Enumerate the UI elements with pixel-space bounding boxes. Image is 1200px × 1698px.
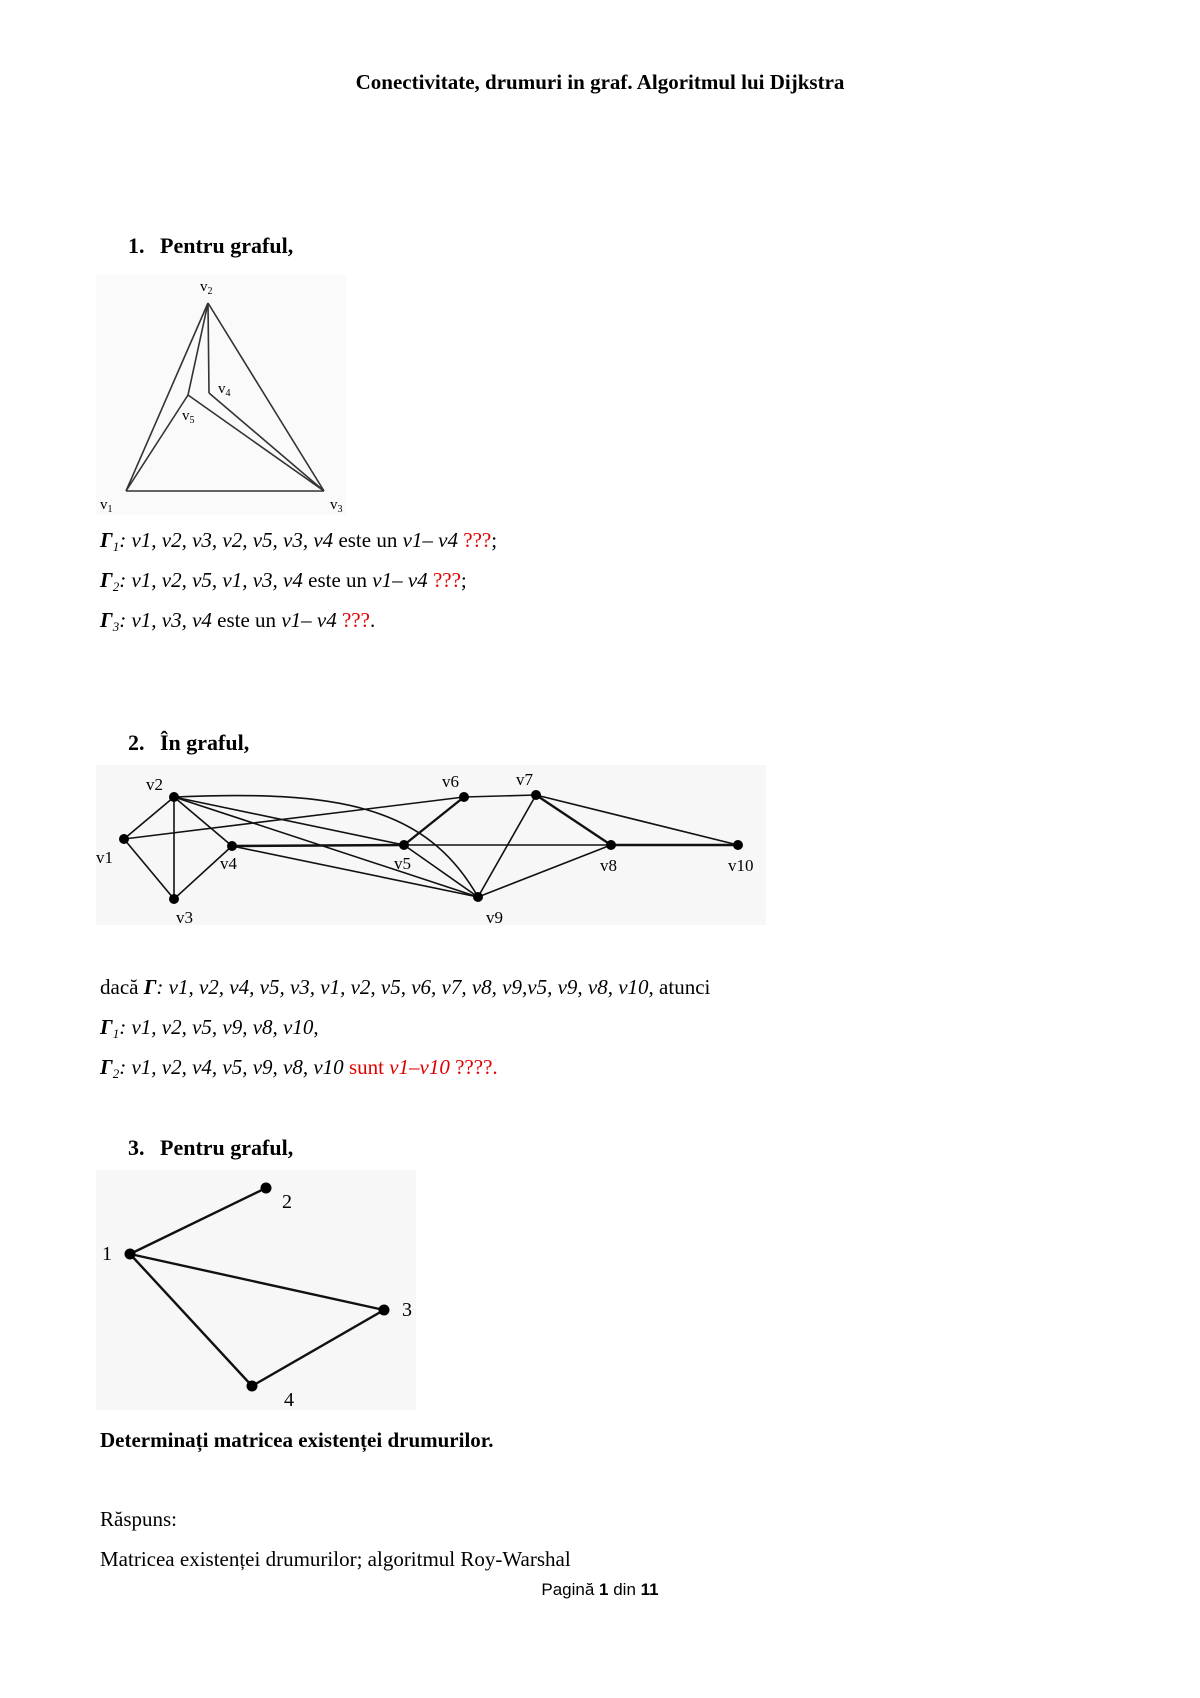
section-1-line-2: $\Gamma_2$: v1, v2, v5, v1, v3, v4 este un v1– v4 ???; bbox=[100, 568, 467, 594]
section-3-number: 3. bbox=[128, 1135, 145, 1160]
page-footer: Pagină 1 din 11 bbox=[541, 1580, 659, 1599]
graph2-label-v5: v5 bbox=[394, 854, 411, 873]
section-2-line-1: $\Gamma_1$: v1, v2, v5, v9, v8, v10, bbox=[100, 1015, 319, 1041]
answer-text: Matricea existenței drumurilor; algoritmul Roy-Warshal bbox=[100, 1547, 571, 1571]
graph3-label-4: 4 bbox=[284, 1389, 294, 1410]
graph-1-diagram bbox=[96, 275, 346, 515]
graph1-label-v2: $v_2$ bbox=[200, 279, 213, 297]
graph3-label-1: 1 bbox=[102, 1243, 112, 1265]
graph1-label-v3: $v_3$ bbox=[330, 497, 343, 515]
section-2-condition: dacă Γ: v1, v2, v4, v5, v3, v1, v2, v5, v6, v7, v8, v9,v5, v9, v8, v10, atunci bbox=[100, 975, 711, 999]
section-2-number: 2. bbox=[128, 730, 145, 755]
graph1-label-v4: $v_4$ bbox=[218, 381, 231, 399]
graph2-label-v6: v6 bbox=[442, 772, 459, 791]
graph2-label-v9: v9 bbox=[486, 908, 503, 925]
graph2-label-v3: v3 bbox=[176, 908, 193, 925]
graph2-label-v4: v4 bbox=[220, 854, 237, 873]
section-2-heading: În graful, bbox=[160, 730, 250, 755]
graph-3-diagram bbox=[96, 1170, 416, 1410]
graph-2-diagram bbox=[96, 765, 766, 925]
edge-v2-v4 bbox=[208, 303, 209, 393]
graph3-label-2: 2 bbox=[282, 1191, 292, 1213]
graph2-label-v2: v2 bbox=[146, 775, 163, 794]
document-title: Conectivitate, drumuri in graf. Algoritmul lui Dijkstra bbox=[355, 70, 845, 94]
graph2-label-v7: v7 bbox=[516, 770, 533, 789]
section-1-heading: Pentru graful, bbox=[160, 233, 294, 258]
graph2-label-v8: v8 bbox=[600, 856, 617, 875]
section-1-line-1: $\Gamma_1$: v1, v2, v3, v2, v5, v3, v4 este un v1– v4 ???; bbox=[100, 528, 498, 554]
graph1-label-v5: $v_5$ bbox=[182, 408, 195, 426]
section-1-line-3: $\Gamma_3$: v1, v3, v4 este un v1– v4 ???. bbox=[100, 608, 376, 634]
graph2-label-v1: v1 bbox=[96, 848, 113, 867]
graph3-label-3: 3 bbox=[402, 1299, 412, 1321]
graph1-label-v1: $v_1$ bbox=[100, 497, 113, 515]
section-2-line-2: $\Gamma_2$: v1, v2, v4, v5, v9, v8, v10 sunt v1–v10 ????. bbox=[100, 1055, 498, 1081]
section-3-heading: Pentru graful, bbox=[160, 1135, 294, 1160]
section-1-number: 1. bbox=[128, 233, 145, 258]
answer-label: Răspuns: bbox=[100, 1507, 178, 1531]
graph2-label-v10: v10 bbox=[728, 856, 754, 875]
section-3-task: Determinați matricea existenței drumurilor. bbox=[100, 1428, 494, 1452]
